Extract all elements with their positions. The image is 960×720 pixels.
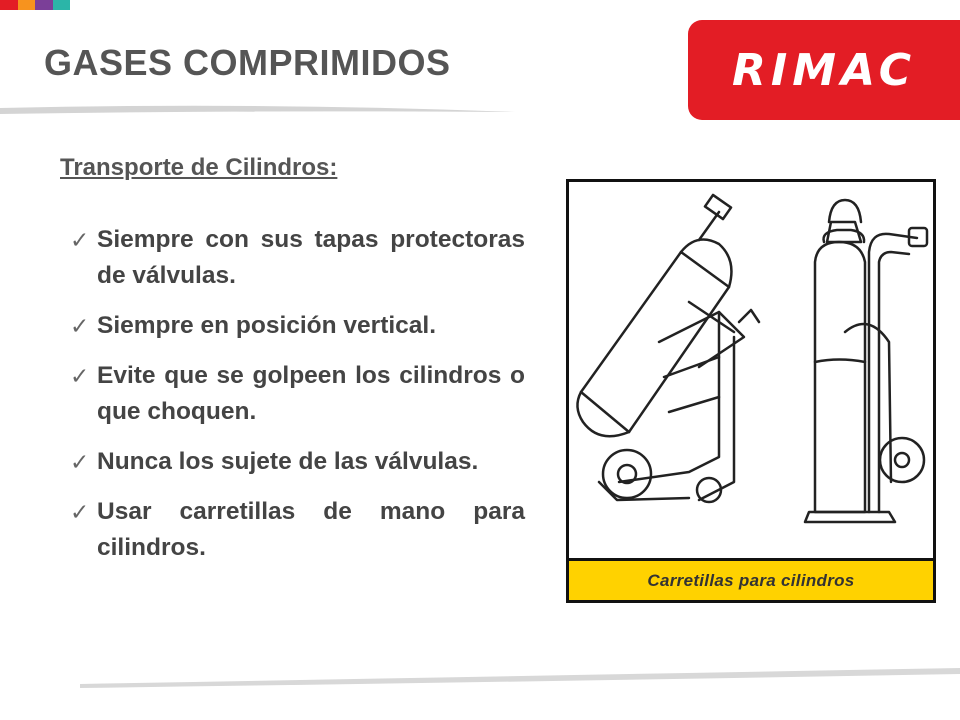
check-mark-icon: ✓	[70, 313, 90, 339]
bullet-text: Nunca los sujete de las válvulas.	[97, 448, 479, 475]
bullet-list	[70, 222, 525, 580]
upright-cart-drawing	[805, 200, 927, 522]
bullet-item	[70, 494, 525, 566]
check-mark-icon: ✓	[70, 363, 90, 389]
bullet-text: Siempre con sus tapas protectoras de válvulas.	[97, 226, 525, 289]
bullet-item	[70, 444, 525, 480]
slide-title: GASES COMPRIMIDOS	[44, 42, 451, 83]
cylinder-cart-illustration	[569, 182, 933, 558]
strip-purple	[35, 0, 53, 10]
strip-teal	[53, 0, 71, 10]
footer-divider-swoosh	[80, 668, 960, 708]
logo-text: RIMAC	[731, 44, 917, 96]
tilted-cart-drawing	[577, 195, 759, 502]
check-mark-icon: ✓	[70, 449, 90, 475]
rimac-logo	[688, 20, 960, 120]
section-title: Transporte de Cilindros:	[60, 154, 338, 181]
header-divider-swoosh	[0, 100, 520, 120]
bullet-item	[70, 358, 525, 430]
bullet-text: Usar carretillas de mano para cilindros.	[97, 498, 525, 561]
brand-color-strip	[0, 0, 70, 10]
bullet-text: Evite que se golpeen los cilindros o que choquen.	[97, 362, 525, 425]
check-mark-icon: ✓	[70, 227, 90, 253]
bullet-item	[70, 222, 525, 294]
figure-caption: Carretillas para cilindros	[569, 558, 933, 600]
cylinder-cart-figure	[566, 179, 936, 603]
strip-orange	[18, 0, 36, 10]
check-mark-icon: ✓	[70, 499, 90, 525]
strip-red	[0, 0, 18, 10]
bullet-item	[70, 308, 525, 344]
bullet-text: Siempre en posición vertical.	[97, 312, 437, 339]
